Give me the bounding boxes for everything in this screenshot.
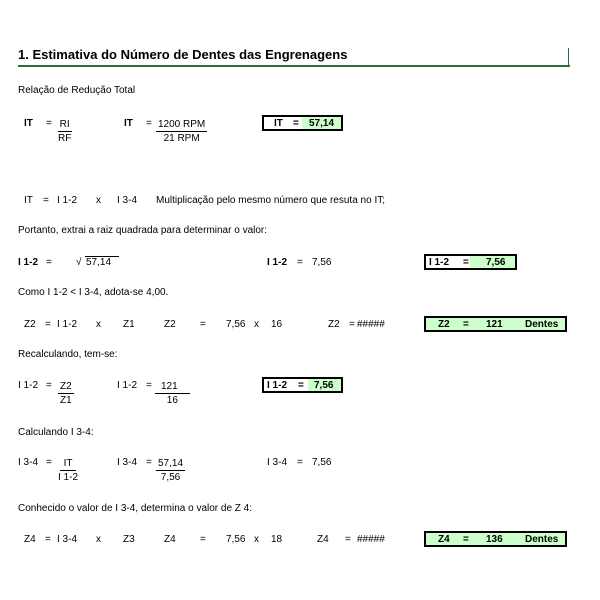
i12-value: 7,56 [226, 319, 246, 330]
equals-sign: = [200, 534, 206, 545]
equals-sign: = [463, 257, 469, 268]
ri-rf-fraction [56, 118, 73, 145]
z4-result-box [424, 531, 567, 547]
it-symbol: IT [24, 118, 33, 129]
result-unit: Dentes [525, 319, 559, 330]
z4-symbol: Z4 [164, 534, 176, 545]
times-sign: x [254, 534, 259, 545]
it-result-box [262, 115, 343, 131]
ratio-fraction [156, 457, 185, 484]
equals-sign: = [146, 118, 152, 129]
result-value: 57,14 [309, 118, 335, 129]
times-sign: x [96, 195, 101, 206]
i34-symbol: I 3-4 [57, 534, 78, 545]
result-label: I 1-2 [267, 380, 288, 391]
i12-result: 7,56 [312, 257, 332, 268]
z2-symbol: Z2 [24, 319, 36, 330]
section-title: 1. Estimativa do Número de Dentes das Engrenagens [18, 47, 348, 62]
z3-symbol: Z3 [123, 534, 135, 545]
it-numerator: IT [60, 457, 77, 471]
i34-result: 7,56 [312, 457, 332, 468]
equals-sign: = [46, 118, 52, 129]
equals-sign: = [46, 380, 52, 391]
multiplication-note: Multiplicação pelo mesmo número que resuta no IT; [156, 195, 386, 206]
result-label: Z4 [438, 534, 450, 545]
i34-symbol: I 3-4 [117, 195, 138, 206]
equals-sign: = [200, 319, 206, 330]
z3-value: 18 [271, 534, 283, 545]
result-value: 136 [486, 534, 503, 545]
sqrt-value: 57,14 [86, 257, 112, 268]
equals-sign: = [46, 457, 52, 468]
it-symbol: IT [124, 118, 133, 129]
rpm-numerator: 1200 RPM [158, 119, 206, 130]
ri-numerator: RI [59, 119, 70, 130]
i12-symbol: I 1-2 [57, 195, 78, 206]
z2-symbol: Z2 [328, 319, 340, 330]
times-sign: x [96, 534, 101, 545]
equals-sign: = [345, 534, 351, 545]
calculating-i34-label: Calculando I 3-4: [18, 427, 94, 438]
i34-value: 7,56 [226, 534, 246, 545]
result-value: 121 [486, 319, 503, 330]
ratio-denominator: 7,56 [160, 472, 181, 483]
equals-sign: = [349, 319, 355, 330]
it-i12-fraction [56, 457, 80, 484]
equals-sign: = [298, 380, 304, 391]
i12-denominator: I 1-2 [58, 472, 79, 483]
overflow-hash: ##### [357, 319, 385, 330]
equals-sign: = [146, 380, 152, 391]
i12-recalc-box [262, 377, 343, 393]
equals-sign: = [146, 457, 152, 468]
rpm-fraction [156, 118, 207, 145]
result-value: 7,56 [314, 380, 334, 391]
equals-sign: = [45, 534, 51, 545]
adopted-value-label: Como I 1-2 < I 3-4, adota-se 4,00. [18, 287, 169, 298]
equals-sign: = [297, 257, 303, 268]
result-label: I 1-2 [429, 257, 450, 268]
result-value: 7,56 [486, 257, 506, 268]
i12-result-box [424, 254, 517, 270]
z2-symbol: Z2 [164, 319, 176, 330]
recalculating-label: Recalculando, tem-se: [18, 349, 118, 360]
z4-known-label: Conhecido o valor de I 3-4, determina o valor de Z 4: [18, 503, 253, 514]
it-symbol: IT [24, 195, 33, 206]
i12-symbol: I 1-2 [18, 257, 39, 268]
equals-sign: = [46, 257, 52, 268]
rpm-denominator: 21 RPM [163, 133, 200, 144]
equals-sign: = [297, 457, 303, 468]
z1-denominator: Z1 [60, 395, 72, 406]
i34-symbol: I 3-4 [117, 457, 138, 468]
i12-symbol: I 1-2 [267, 257, 288, 268]
z2-z1-fraction [58, 380, 74, 407]
result-label: IT [274, 118, 283, 129]
rf-denominator: RF [58, 133, 72, 144]
i12-symbol: I 1-2 [117, 380, 138, 391]
i34-symbol: I 3-4 [18, 457, 39, 468]
teeth-numerator: 121 [155, 380, 190, 394]
equals-sign: = [293, 118, 299, 129]
equals-sign: = [43, 195, 49, 206]
i34-symbol: I 3-4 [267, 457, 288, 468]
equals-sign: = [463, 534, 469, 545]
result-unit: Dentes [525, 534, 559, 545]
overflow-hash: ##### [357, 534, 385, 545]
equals-sign: = [45, 319, 51, 330]
z4-symbol: Z4 [24, 534, 36, 545]
times-sign: x [254, 319, 259, 330]
i12-symbol: I 1-2 [18, 380, 39, 391]
teeth-fraction [155, 380, 190, 407]
equals-sign: = [463, 319, 469, 330]
teeth-denominator: 16 [166, 395, 178, 406]
z2-numerator: Z2 [60, 381, 72, 392]
title-cell-marker [568, 48, 569, 66]
sqrt-symbol: √ [76, 257, 82, 268]
i12-symbol: I 1-2 [57, 319, 78, 330]
ratio-numerator: 57,14 [158, 458, 184, 469]
reduction-ratio-label: Relação de Redução Total [18, 85, 136, 96]
square-root-label: Portanto, extrai a raiz quadrada para determinar o valor: [18, 225, 268, 236]
z2-result-box [424, 316, 567, 332]
z1-value: 16 [271, 319, 283, 330]
title-underline [18, 65, 570, 67]
result-label: Z2 [438, 319, 450, 330]
z4-symbol: Z4 [317, 534, 329, 545]
z1-symbol: Z1 [123, 319, 135, 330]
times-sign: x [96, 319, 101, 330]
